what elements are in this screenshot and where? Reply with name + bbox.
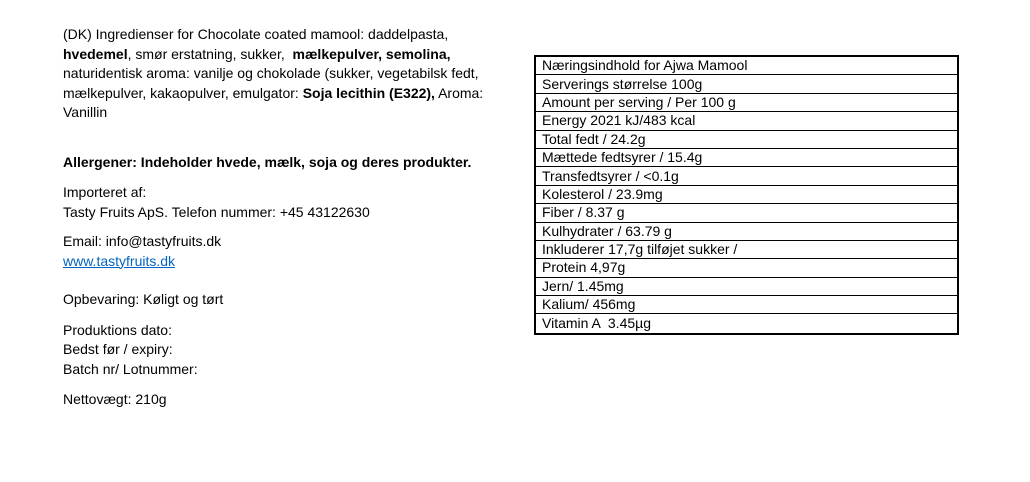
net-weight-line: Nettovægt: 210g xyxy=(63,391,167,407)
table-row-protein: Protein 4,97g xyxy=(536,259,957,277)
ingredients-text: , smør erstatning, sukker, xyxy=(127,45,293,62)
ingredients-bold-hvedemel: hvedemel xyxy=(63,45,128,62)
production-date-line: Produktions dato: xyxy=(63,321,172,338)
importer-label: Importeret af: xyxy=(63,184,147,200)
table-row-iron: Jern/ 1.45mg xyxy=(536,278,957,296)
ingredients-bold-soja-lecithin: Soja lecithin (E322), xyxy=(302,84,435,101)
table-row-serving-size: Serverings størrelse 100g xyxy=(536,75,957,93)
table-row-saturated-fat: Mættede fedtsyrer / 15.4g xyxy=(536,149,957,167)
batch-section xyxy=(63,321,533,380)
contact-section xyxy=(63,232,533,271)
table-row-carbohydrates: Kulhydrater / 63.79 g xyxy=(536,223,957,241)
table-row-title: Næringsindhold for Ajwa Mamool xyxy=(536,57,957,75)
table-row-total-fat: Total fedt / 24.2g xyxy=(536,131,957,149)
table-row-potassium: Kalium/ 456mg xyxy=(536,296,957,314)
importer-section xyxy=(63,183,533,222)
ingredients-bold-maelkepulver: mælkepulver, semolina, xyxy=(292,45,451,62)
batch-number-line: Batch nr/ Lotnummer: xyxy=(63,360,198,377)
ingredients-line-1: (DK) Ingredienser for Chocolate coated mamool: daddelpasta, xyxy=(63,26,449,42)
table-row-vitamin-a: Vitamin A 3.45µg xyxy=(542,315,651,332)
website-line xyxy=(63,252,533,272)
ingredients-line-4 xyxy=(63,84,533,104)
ingredients-paragraph xyxy=(63,25,533,123)
label-text-column xyxy=(63,25,533,410)
ingredients-text: Aroma: xyxy=(434,84,484,101)
website-link[interactable]: www.tastyfruits.dk xyxy=(63,252,176,269)
table-row-added-sugar: Inkluderer 17,7g tilføjet sukker / xyxy=(536,241,957,259)
table-row-amount-per-serving: Amount per serving / Per 100 g xyxy=(536,94,957,112)
email-line: Email: info@tastyfruits.dk xyxy=(63,233,222,249)
best-before-line: Bedst før / expiry: xyxy=(63,341,173,357)
storage-line: Opbevaring: Køligt og tørt xyxy=(63,291,224,307)
table-row-trans-fat: Transfedtsyrer / <0.1g xyxy=(536,167,957,185)
table-row-fiber: Fiber / 8.37 g xyxy=(536,204,957,222)
ingredients-line-5: Vanillin xyxy=(63,104,108,120)
ingredients-line-3: naturidentisk aroma: vanilje og chokolade (sukker, vegetabilsk fedt, xyxy=(63,65,479,81)
ingredients-line-2 xyxy=(63,45,533,65)
allergens-statement: Allergener: Indeholder hvede, mælk, soja og deres produkter. xyxy=(63,153,472,170)
ingredients-text: mælkepulver, kakaopulver, emulgator: xyxy=(63,84,303,101)
importer-company: Tasty Fruits ApS. Telefon nummer: +45 43122630 xyxy=(63,203,370,220)
table-row-cholesterol: Kolesterol / 23.9mg xyxy=(536,186,957,204)
table-row-energy: Energy 2021 kJ/483 kcal xyxy=(536,112,957,130)
nutrition-table xyxy=(534,55,959,335)
